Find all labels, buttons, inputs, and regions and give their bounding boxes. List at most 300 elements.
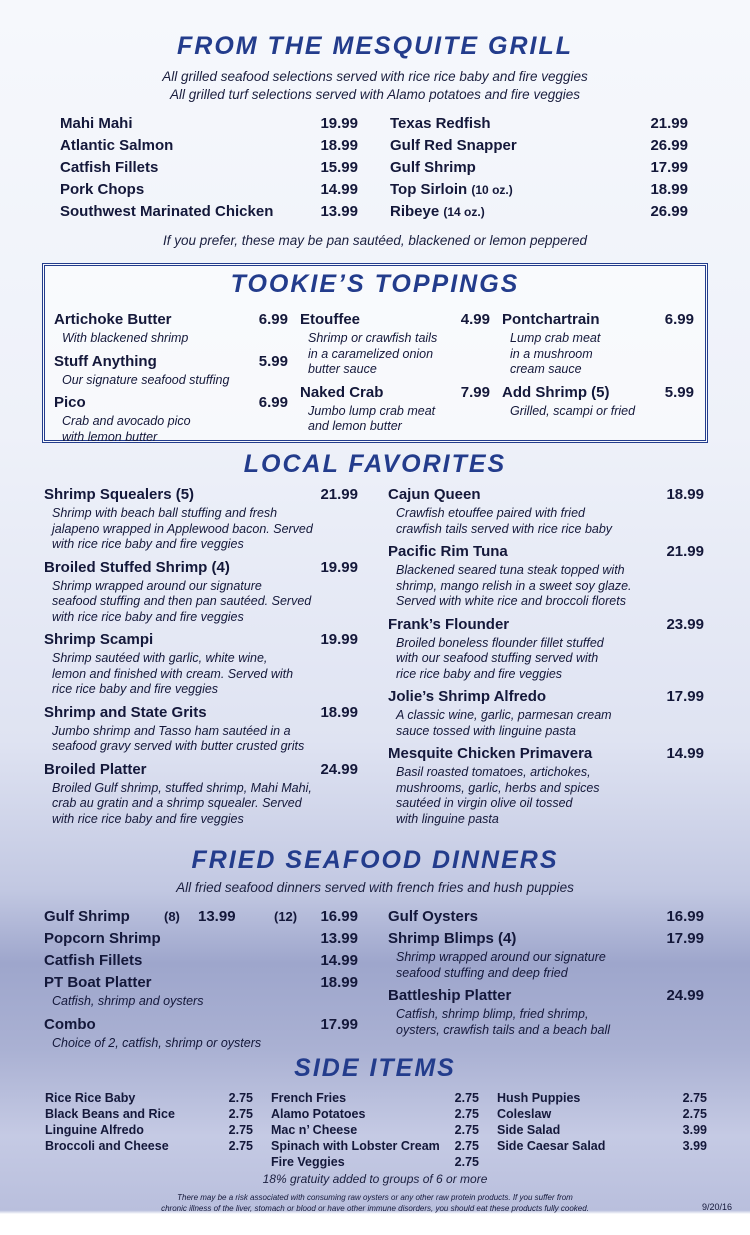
item-name (60, 113, 133, 135)
item-name (388, 906, 478, 928)
item-name (44, 702, 207, 724)
menu-item (497, 1138, 707, 1154)
raw-warning: There may be a risk associated with consuming raw oysters or any other raw protein products. If you suffer from (177, 1193, 573, 1202)
item-name-text: Shrimp Scampi (44, 631, 154, 648)
item-row (45, 1138, 253, 1154)
item-description (502, 331, 694, 378)
description-line: butter sauce (308, 362, 377, 376)
section-title-sides: SIDE ITEMS (294, 1054, 456, 1082)
item-price: 18.99 (320, 974, 358, 991)
item-row (44, 484, 358, 506)
item-row (60, 201, 358, 223)
description-line: rice rice baby and fire veggies (52, 682, 219, 696)
item-name (54, 392, 86, 414)
description-line: Grilled, scampi or fried (510, 403, 636, 418)
item-name-text: Black Beans and Rice (45, 1107, 175, 1121)
item-name-text: Gulf Shrimp (390, 159, 476, 176)
item-price: 2.75 (454, 1155, 479, 1169)
item-name (44, 759, 147, 781)
item-name-text: Stuff Anything (54, 352, 157, 370)
item-row (60, 157, 358, 179)
menu-column (497, 1090, 707, 1154)
item-name-text: Spinach with Lobster Cream (271, 1139, 440, 1153)
description-line: Shrimp wrapped around our signature (396, 950, 606, 964)
menu-item (390, 157, 688, 179)
item-name-text: Combo (44, 1015, 96, 1033)
item-price: 17.99 (650, 159, 688, 176)
item-price: 5.99 (258, 352, 288, 370)
item-row (54, 309, 288, 331)
item-name (502, 382, 610, 404)
item-name (54, 351, 157, 373)
item-price: 2.75 (228, 1123, 253, 1137)
item-name-text: Gulf Red Snapper (390, 137, 517, 154)
menu-column (390, 113, 688, 223)
item-row (60, 179, 358, 201)
item-price: 18.99 (320, 137, 358, 154)
item-name (44, 1014, 96, 1036)
description-line: with rice rice baby and fire veggies (52, 609, 244, 624)
menu-item (44, 972, 358, 1010)
menu-item (388, 928, 704, 981)
item-row (271, 1154, 479, 1170)
item-name-text: Hush Puppies (497, 1091, 581, 1105)
item-price: 2.75 (454, 1139, 479, 1153)
item-price: 24.99 (320, 760, 358, 778)
item-description (388, 1007, 704, 1038)
item-name: Gulf Shrimp (44, 908, 130, 925)
menu-item (390, 201, 688, 223)
description-line: Shrimp wrapped around our signature (52, 578, 262, 593)
item-row (45, 1122, 253, 1138)
item-row (44, 557, 358, 579)
item-description (54, 331, 288, 347)
item-price: 21.99 (320, 486, 358, 503)
item-name (45, 1106, 175, 1122)
description-line: seafood gravy served with butter crusted grits (52, 739, 305, 753)
item-row (390, 157, 688, 179)
description-line: seafood stuffing and then pan sautéed. Served (52, 594, 312, 608)
item-row (497, 1138, 707, 1154)
item-name (390, 157, 476, 179)
item-price: 18.99 (320, 703, 358, 721)
item-name (60, 157, 158, 179)
menu-item (44, 759, 358, 828)
item-name-text: Gulf Oysters (388, 908, 479, 925)
menu-item (388, 906, 704, 928)
description-line: Shrimp with beach ball stuffing and fresh (52, 506, 278, 520)
menu-item (45, 1106, 253, 1122)
item-price: 23.99 (666, 615, 704, 633)
description-line: Catfish, shrimp blimp, fried shrimp, (396, 1007, 589, 1021)
description-line: Blackened seared tuna steak topped with (396, 563, 625, 577)
item-price: 21.99 (650, 115, 688, 132)
item-row (54, 392, 288, 414)
description-line: Crab and avocado pico (62, 414, 191, 428)
menu-item (390, 179, 688, 201)
grill-subtitle: All grilled seafood selections served with rice rice baby and fire veggies (162, 69, 588, 84)
item-row (271, 1122, 479, 1138)
menu-column (271, 1090, 479, 1170)
item-price: 14.99 (320, 952, 358, 969)
item-name-text: Pacific Rim Tuna (388, 543, 508, 560)
section-title-fried: FRIED SEAFOOD DINNERS (191, 846, 559, 874)
item-description (44, 1036, 358, 1052)
description-line: Crawfish etouffee paired with fried (396, 506, 585, 520)
item-row (44, 629, 358, 651)
item-name-text: Pico (54, 394, 86, 411)
item-row (388, 928, 704, 950)
description-line: in a mushroom (510, 346, 593, 361)
item-price: 7.99 (460, 383, 490, 401)
item-name (390, 113, 491, 135)
description-line: Catfish, shrimp and oysters (52, 994, 204, 1008)
fried-subtitle: All fried seafood dinners served with french fries and hush puppies (176, 880, 574, 895)
menu-column (44, 484, 358, 831)
menu-item (45, 1090, 253, 1106)
menu-item (44, 1014, 358, 1052)
description-line: Our signature seafood stuffing (62, 372, 230, 387)
item-price: 15.99 (320, 159, 358, 176)
item-name (390, 179, 513, 201)
menu-item (60, 157, 358, 179)
item-name-text: Pork Chops (60, 181, 145, 198)
item-name-text: Battleship Platter (388, 987, 512, 1004)
item-name (388, 743, 592, 765)
section-title-local: LOCAL FAVORITES (243, 450, 507, 478)
item-description (44, 781, 358, 828)
item-name-text: Mahi Mahi (60, 115, 133, 132)
item-row (44, 1014, 358, 1036)
item-description (388, 506, 704, 537)
description-line: crab au gratin and a shrimp squealer. Served (52, 796, 302, 810)
item-name-text: Catfish Fillets (44, 952, 143, 969)
menu-item (390, 135, 688, 157)
item-name-text: Naked Crab (300, 383, 384, 401)
item-row (44, 702, 358, 724)
menu-column (502, 309, 694, 423)
item-price: 6.99 (258, 311, 288, 328)
item-name (388, 686, 546, 708)
section-title-toppings: TOOKIE’S TOPPINGS (230, 270, 520, 298)
item-name-text: Catfish Fillets (60, 159, 159, 176)
item-name-text: Pontchartrain (502, 311, 600, 328)
description-line: oysters, crawfish tails and a beach ball (396, 1022, 610, 1037)
menu-item (271, 1090, 479, 1106)
menu-item (60, 135, 358, 157)
item-name (45, 1090, 135, 1106)
item-name-text: Cajun Queen (388, 486, 481, 503)
menu-item (45, 1138, 253, 1154)
item-row (271, 1090, 479, 1106)
item-price: 14.99 (320, 181, 358, 198)
item-row (44, 972, 358, 994)
item-price: 26.99 (650, 203, 688, 220)
description-line: and lemon butter (308, 419, 402, 433)
description-line: Shrimp sautéed with garlic, white wine, (52, 651, 268, 665)
item-price: 13.99 (320, 930, 358, 947)
item-name (497, 1090, 580, 1106)
menu-item (388, 484, 704, 537)
menu-item (497, 1122, 707, 1138)
item-row (44, 928, 358, 950)
item-price: 16.99 (320, 908, 358, 925)
item-name (502, 309, 600, 331)
item-price: 18.99 (650, 181, 688, 198)
item-price: 2.75 (228, 1091, 253, 1105)
menu-column (44, 928, 358, 1051)
item-price: 17.99 (320, 1015, 358, 1033)
item-price: 3.99 (682, 1139, 707, 1153)
item-row (45, 1106, 253, 1122)
item-name (44, 629, 153, 651)
description-line: Jumbo lump crab meat (308, 403, 436, 418)
item-price: 2.75 (454, 1123, 479, 1137)
item-price: 19.99 (320, 115, 358, 132)
menu-item (271, 1106, 479, 1122)
item-name (45, 1122, 144, 1138)
item-price: 2.75 (228, 1139, 253, 1153)
item-description (44, 724, 358, 755)
menu-column (54, 309, 288, 449)
item-row (388, 541, 704, 563)
item-price: 24.99 (666, 987, 704, 1004)
item-name (300, 382, 383, 404)
item-name (271, 1106, 365, 1122)
item-price: 21.99 (666, 543, 704, 560)
menu-item (60, 113, 358, 135)
item-name (271, 1138, 440, 1154)
item-name-text: Shrimp and State Grits (44, 703, 207, 721)
item-description (44, 651, 358, 698)
item-name (388, 541, 508, 563)
item-name-text: Add Shrimp (5) (502, 383, 610, 401)
item-description (388, 563, 704, 610)
item-name-text: Linguine Alfredo (45, 1123, 144, 1137)
item-row (271, 1106, 479, 1122)
item-name-text: Side Salad (497, 1123, 561, 1137)
item-name (497, 1106, 551, 1122)
menu-item (388, 985, 704, 1038)
item-row (60, 113, 358, 135)
item-qualifier: (14 oz.) (443, 205, 485, 219)
description-line: with rice rice baby and fire veggies (52, 537, 244, 551)
menu-item (60, 201, 358, 223)
item-name (60, 201, 273, 223)
menu-item (271, 1154, 479, 1170)
item-description (388, 708, 704, 739)
item-name (60, 179, 144, 201)
menu-date: 9/20/16 (701, 1202, 732, 1212)
item-row (388, 985, 704, 1007)
item-price: 2.75 (682, 1107, 707, 1121)
item-row (388, 686, 704, 708)
item-price: 26.99 (650, 137, 688, 154)
item-name (44, 972, 152, 994)
item-row (388, 614, 704, 636)
item-description (44, 506, 358, 553)
item-name (271, 1122, 357, 1138)
menu-item (388, 541, 704, 610)
menu-item (388, 686, 704, 739)
item-name-text: Coleslaw (497, 1107, 552, 1121)
item-name (54, 309, 172, 331)
item-description (300, 331, 490, 378)
item-row (502, 309, 694, 331)
item-row (390, 135, 688, 157)
item-price: 3.99 (682, 1123, 707, 1137)
menu-item (502, 309, 694, 378)
item-description (388, 636, 704, 683)
item-name (497, 1138, 605, 1154)
item-row (390, 179, 688, 201)
item-qty: (8) (164, 909, 180, 924)
item-price: 19.99 (320, 631, 358, 648)
item-name (390, 135, 517, 157)
item-description (44, 579, 358, 626)
item-price: 2.75 (454, 1107, 479, 1121)
gratuity-note: 18% gratuity added to groups of 6 or more (262, 1172, 488, 1186)
item-row (390, 113, 688, 135)
item-name-text: Alamo Potatoes (271, 1107, 366, 1121)
description-line: Lump crab meat (510, 331, 601, 345)
item-name-text: Mac n’ Cheese (271, 1123, 358, 1137)
item-name-text: PT Boat Platter (44, 974, 152, 991)
grill-note: If you prefer, these may be pan sautéed, blackened or lemon peppered (162, 233, 588, 248)
description-line: Broiled boneless flounder fillet stuffed (396, 635, 604, 650)
item-price: 4.99 (460, 311, 490, 328)
item-name-text: Rice Rice Baby (45, 1091, 136, 1105)
item-name (388, 985, 511, 1007)
item-name-text: Side Caesar Salad (497, 1139, 606, 1153)
menu-item (502, 382, 694, 420)
item-name (271, 1090, 346, 1106)
menu-item (54, 309, 288, 347)
item-name-text: Artichoke Butter (54, 311, 172, 328)
menu-item (300, 309, 490, 378)
menu-item (497, 1106, 707, 1122)
menu-item (497, 1090, 707, 1106)
description-line: mushrooms, garlic, herbs and spices (396, 780, 600, 795)
item-row (388, 484, 704, 506)
item-name (388, 484, 481, 506)
menu-item (390, 113, 688, 135)
item-row (271, 1138, 479, 1154)
item-name (300, 309, 360, 331)
item-price: 17.99 (666, 688, 704, 705)
item-description (54, 414, 288, 445)
item-name-text: Etouffee (300, 311, 360, 328)
item-name-text: Fire Veggies (271, 1155, 345, 1169)
section-title-grill: FROM THE MESQUITE GRILL (177, 32, 573, 60)
menu-item (44, 950, 358, 972)
item-price: 2.75 (228, 1107, 253, 1121)
item-name-text: Popcorn Shrimp (44, 930, 161, 947)
item-name (44, 557, 230, 579)
item-row (497, 1090, 707, 1106)
description-line: lemon and finished with cream. Served with (52, 666, 294, 681)
description-line: crawfish tails served with rice rice baby (396, 521, 613, 536)
description-line: with lemon butter (62, 429, 158, 444)
item-name-text: Shrimp Blimps (4) (388, 930, 517, 947)
item-name (60, 135, 173, 157)
description-line: Served with white rice and broccoli florets (396, 594, 626, 608)
raw-warning: chronic illness of the liver, stomach or blood or have other immune disorders, you should eat these products fully cooked. (161, 1204, 589, 1213)
description-line: with rice rice baby and fire veggies (52, 811, 244, 826)
item-row (497, 1106, 707, 1122)
item-row (44, 950, 358, 972)
menu-column (388, 484, 704, 831)
menu-item-gulf-shrimp (44, 906, 358, 928)
item-name-text: Southwest Marinated Chicken (60, 203, 274, 220)
description-line: sauce tossed with linguine pasta (396, 723, 576, 738)
item-row (44, 759, 358, 781)
menu-item (44, 629, 358, 698)
item-row (45, 1090, 253, 1106)
description-line: with linguine pasta (396, 811, 499, 826)
item-row (54, 351, 288, 373)
item-qty: (12) (274, 909, 298, 924)
item-name (44, 484, 194, 506)
item-name-text: French Fries (271, 1091, 347, 1105)
item-price: 14.99 (666, 745, 704, 762)
item-row (497, 1122, 707, 1138)
item-name-text: Texas Redfish (390, 115, 491, 132)
item-row (388, 743, 704, 765)
description-line: With blackened shrimp (62, 331, 189, 345)
item-name-text: Jolie’s Shrimp Alfredo (388, 688, 547, 705)
item-price: 19.99 (320, 558, 358, 576)
description-line: Choice of 2, catfish, shrimp or oysters (52, 1035, 262, 1050)
item-price: 13.99 (198, 908, 236, 925)
description-line: in a caramelized onion (308, 346, 434, 361)
menu-item (54, 392, 288, 445)
description-line: rice rice baby and fire veggies (396, 666, 563, 681)
description-line: shrimp, mango relish in a sweet soy glaze. (396, 578, 632, 593)
item-name (44, 950, 142, 972)
item-name (388, 614, 509, 636)
menu-column (60, 113, 358, 223)
menu-item (45, 1122, 253, 1138)
item-price: 16.99 (666, 908, 704, 925)
item-description (388, 950, 704, 981)
item-name-text: Broiled Stuffed Shrimp (4) (44, 558, 230, 576)
item-row (502, 382, 694, 404)
item-name (388, 928, 516, 950)
menu-column (300, 309, 490, 439)
item-description (300, 404, 490, 435)
menu-item (271, 1138, 479, 1154)
item-row (390, 201, 688, 223)
item-name (271, 1154, 345, 1170)
item-name (45, 1138, 169, 1154)
item-price: 5.99 (664, 383, 694, 401)
item-name-text: Atlantic Salmon (60, 137, 174, 154)
item-price: 13.99 (320, 203, 358, 220)
description-line: cream sauce (510, 362, 582, 376)
menu-column (45, 1090, 253, 1154)
description-line: seafood stuffing and deep fried (396, 965, 568, 980)
menu-column (388, 906, 704, 1042)
item-name (390, 201, 485, 223)
grill-subtitle: All grilled turf selections served with Alamo potatoes and fire veggies (170, 87, 580, 102)
item-description (502, 404, 694, 420)
menu-item (54, 351, 288, 389)
description-line: Shrimp or crawfish tails (308, 331, 438, 345)
item-price: 2.75 (454, 1091, 479, 1105)
item-price: 6.99 (258, 394, 288, 411)
description-line: A classic wine, garlic, parmesan cream (396, 708, 612, 722)
